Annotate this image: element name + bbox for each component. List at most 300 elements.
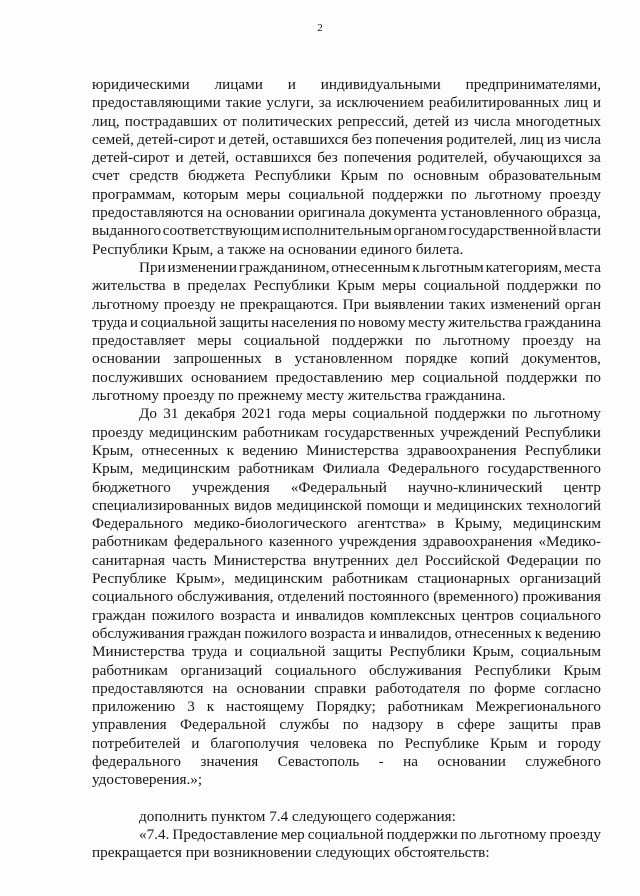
text-line — [92, 497, 601, 515]
word: поддержки — [434, 405, 506, 423]
word: предоставляются — [92, 204, 204, 222]
word: бюджета — [188, 167, 245, 185]
word: Предоставление — [172, 825, 278, 843]
text-line — [92, 350, 601, 368]
word: Российской — [424, 551, 500, 569]
word: предпринимателями, — [465, 76, 601, 93]
word: новому — [358, 313, 406, 331]
word: Федерации — [506, 551, 579, 569]
word: лиц — [564, 94, 588, 112]
word: граждан — [187, 624, 242, 642]
text-line — [92, 771, 601, 789]
word: политических — [241, 112, 333, 130]
word: обслуживания — [368, 661, 462, 679]
text-line — [92, 716, 601, 734]
word: к — [226, 441, 235, 459]
word: выявлении — [374, 295, 445, 313]
word: по — [342, 716, 359, 734]
word: защиты — [508, 716, 558, 734]
word: проезду — [163, 295, 216, 313]
word: Филиала — [322, 460, 380, 478]
word: семей, — [92, 130, 134, 148]
word: медицинским — [149, 423, 238, 441]
word: поддержки — [372, 185, 444, 203]
text-line — [92, 113, 601, 131]
word: таких — [448, 295, 486, 313]
word: месту — [408, 313, 446, 331]
word: 2021 — [241, 405, 272, 423]
word: При — [342, 295, 370, 313]
word: оставшихся — [235, 149, 312, 167]
word: населения — [271, 313, 338, 331]
paragraph — [92, 826, 601, 863]
word: родителей, — [446, 130, 517, 148]
word: пожилого — [244, 624, 307, 642]
word: социальным — [521, 643, 601, 661]
word: меры — [312, 405, 347, 423]
word: детей, — [189, 149, 230, 167]
word: Республике — [92, 570, 167, 588]
text-line — [92, 515, 601, 533]
word: социальной — [423, 277, 500, 295]
text-line — [92, 296, 601, 314]
word: исполнительным — [281, 222, 392, 240]
word: Республики — [254, 167, 331, 185]
word: форме — [494, 679, 536, 697]
word: лицами — [214, 76, 263, 93]
word: ведению — [545, 624, 601, 642]
word: проживания — [522, 588, 601, 606]
word: работникам — [332, 570, 408, 588]
word: ведению — [242, 441, 298, 459]
word: услуги, — [266, 94, 314, 112]
word: детей, — [229, 130, 270, 148]
text-line — [92, 314, 601, 332]
page-number: 2 — [317, 22, 323, 34]
word: социального — [275, 661, 357, 679]
word: и — [592, 94, 601, 112]
word: жительства — [92, 277, 166, 295]
text-line — [92, 533, 601, 551]
word: по — [460, 825, 477, 843]
word: родителей, — [417, 149, 488, 167]
word: копий — [470, 350, 509, 368]
word: к — [412, 258, 420, 276]
word: попечения — [375, 130, 444, 148]
word: служебного — [525, 752, 601, 770]
word: работникам — [242, 423, 319, 441]
text-line — [92, 844, 601, 862]
word: программам, — [92, 185, 176, 203]
word: Республики — [253, 277, 330, 295]
word: по — [450, 185, 467, 203]
word: за — [318, 94, 332, 112]
word: «Федеральный — [290, 478, 387, 496]
word: работникам — [238, 460, 315, 478]
word: защиты — [332, 643, 383, 661]
word: часть — [171, 551, 207, 569]
text-line — [92, 753, 601, 771]
word: дополнить пунктом 7.4 следующего содержания: — [139, 807, 456, 825]
word: порядке — [405, 350, 458, 368]
word: проезду — [522, 332, 574, 350]
word: льготному — [474, 185, 542, 203]
word: предоставляются — [92, 679, 204, 697]
word: социального — [519, 606, 601, 624]
word: Республике — [404, 734, 480, 752]
word: Министерства — [306, 441, 399, 459]
word: числа — [473, 112, 511, 130]
word: категориям, — [485, 258, 563, 276]
word: До — [139, 405, 157, 423]
word: по — [511, 405, 528, 423]
word: медицинских — [436, 496, 523, 514]
word: образца, — [546, 204, 601, 222]
word: детей — [413, 112, 450, 130]
word: оригинала — [298, 204, 366, 222]
word: Крым», — [175, 570, 225, 588]
word: Федерального — [387, 460, 480, 478]
word: инвалидов, — [379, 624, 452, 642]
word: не — [220, 295, 235, 313]
word: льготному — [92, 295, 160, 313]
word: Крым — [489, 734, 528, 752]
word: возраста — [220, 606, 276, 624]
word: на — [207, 204, 223, 222]
word: меры — [382, 277, 417, 295]
word: числа — [564, 130, 601, 148]
word: здравоохранения — [406, 441, 517, 459]
word: в — [274, 350, 282, 368]
word: надзору — [371, 716, 424, 734]
text-line — [92, 552, 601, 570]
word: к — [534, 624, 543, 642]
word: видов — [234, 496, 272, 514]
word: запрошенных — [173, 350, 262, 368]
word: поддержки — [331, 332, 403, 350]
word: (временного) — [433, 588, 519, 606]
text-line — [92, 808, 601, 826]
word: без — [317, 149, 338, 167]
word: по — [415, 332, 431, 350]
word: установленном — [294, 350, 393, 368]
word: Крым — [563, 661, 601, 679]
word: санитарная — [92, 551, 165, 569]
word: специализированных — [92, 496, 230, 514]
word: гражданина — [524, 313, 601, 331]
word: работникам — [92, 661, 168, 679]
word: изменений — [490, 295, 560, 313]
word: социальной — [243, 332, 320, 350]
text-line — [92, 826, 601, 844]
word: репрессий, — [337, 112, 409, 130]
word: технологий — [527, 496, 601, 514]
word: граждан — [92, 606, 146, 624]
word: «7.4. — [139, 825, 170, 843]
text-line — [92, 405, 601, 423]
word: документов, — [521, 350, 601, 368]
word: государственной — [448, 222, 557, 240]
word: государственных — [324, 423, 435, 441]
word: труда — [191, 643, 228, 661]
word: детей-сирот — [137, 130, 215, 148]
word: благополучия — [210, 734, 299, 752]
text-line — [92, 204, 601, 222]
word: и — [129, 313, 139, 331]
word: медицинским — [512, 515, 601, 533]
word: службы — [279, 716, 330, 734]
word: гражданином, — [238, 258, 330, 276]
word: льготному — [443, 332, 511, 350]
word: по — [585, 368, 601, 386]
word: льготному — [479, 825, 547, 843]
word: дел — [395, 551, 418, 569]
word: управления — [92, 716, 167, 734]
word: и — [423, 496, 432, 514]
text-line — [92, 588, 601, 606]
word: мер — [390, 368, 415, 386]
word: изменении — [167, 258, 238, 276]
word: обучающихся — [493, 149, 583, 167]
word: социальной — [352, 405, 429, 423]
word: государственного — [487, 460, 601, 478]
word: оставшихся — [272, 130, 349, 148]
paragraph — [92, 259, 601, 405]
word: Республики — [389, 643, 466, 661]
text-line — [92, 369, 601, 387]
word: прекращаются. — [239, 295, 338, 313]
word: человека — [309, 734, 368, 752]
word: центр — [563, 478, 601, 496]
word: основании — [437, 752, 506, 770]
word: отнесенных — [141, 441, 219, 459]
word: Республики — [524, 423, 601, 441]
text-line — [92, 662, 601, 680]
word: защиты — [219, 313, 269, 331]
word: которым — [183, 185, 239, 203]
word: и — [217, 130, 227, 148]
word: жительства — [448, 313, 522, 331]
text-line — [92, 479, 601, 497]
word: внутренних — [313, 551, 390, 569]
word: предоставляющими — [92, 94, 221, 112]
text-line — [92, 241, 601, 259]
word: При — [139, 258, 166, 276]
text-line — [92, 442, 601, 460]
word: реабилитированных — [428, 94, 560, 112]
word: учреждения — [191, 478, 270, 496]
word: социальной — [249, 643, 326, 661]
word: пожилого — [151, 606, 215, 624]
word: послуживших — [92, 368, 184, 386]
word: основным — [413, 167, 479, 185]
text-line — [92, 222, 601, 240]
word: Федерального — [92, 515, 184, 533]
word: центров — [461, 606, 514, 624]
text-line — [92, 131, 601, 149]
word: выданного — [92, 222, 162, 240]
text-line — [92, 387, 601, 405]
word: льготному проезду по прежнему месту жительства гражданина. — [92, 387, 506, 405]
word: и — [538, 734, 547, 752]
word: основании — [236, 679, 306, 697]
word: детей-сирот — [92, 149, 170, 167]
word: Крым, — [92, 460, 134, 478]
word: работодателя — [375, 679, 461, 697]
word: агентства» — [357, 515, 427, 533]
word: бюджетного — [92, 478, 171, 496]
text-line — [92, 424, 601, 442]
word: сфере — [457, 716, 496, 734]
word: проезду — [549, 825, 601, 843]
word: образовательным — [488, 167, 601, 185]
word: исключением — [336, 94, 424, 112]
word: из — [546, 130, 561, 148]
text-line — [92, 607, 601, 625]
text-line — [92, 460, 601, 478]
paragraph — [92, 405, 601, 789]
word: Межрегионального — [475, 698, 601, 716]
word: потребителей — [92, 734, 181, 752]
word: без — [351, 130, 373, 148]
word: социальной — [288, 185, 365, 203]
text-line — [92, 186, 601, 204]
word: медико-биологического — [193, 515, 347, 533]
word: орган — [564, 295, 601, 313]
word: документа — [368, 204, 437, 222]
word: инвалидов — [295, 606, 365, 624]
word: медицинским — [141, 460, 230, 478]
word: социальной — [422, 368, 499, 386]
word: по — [339, 313, 356, 331]
word: индивидуальными — [320, 76, 441, 93]
word: предоставлению — [275, 368, 383, 386]
word: и — [234, 643, 243, 661]
word: меры — [197, 332, 232, 350]
word: из — [454, 112, 469, 130]
text-line — [92, 680, 601, 698]
word: к — [206, 698, 215, 716]
word: настоящему — [226, 698, 305, 716]
word: меры — [246, 185, 281, 203]
word: Крым — [340, 167, 379, 185]
word: обслуживания, — [177, 588, 274, 606]
word: по — [585, 277, 601, 295]
word: проезду — [549, 185, 601, 203]
word: и — [368, 624, 377, 642]
word: такие — [225, 94, 262, 112]
word: медицинской — [276, 496, 362, 514]
word: попечения — [343, 149, 412, 167]
word: в — [437, 515, 445, 533]
word: возраста — [310, 624, 366, 642]
word: прав — [571, 716, 601, 734]
word: значения — [200, 752, 259, 770]
word: декабря — [184, 405, 236, 423]
word: от — [222, 112, 237, 130]
word: организаций — [180, 661, 263, 679]
word: льготному — [533, 405, 601, 423]
word: труда — [92, 313, 128, 331]
word: федерального — [173, 533, 263, 551]
word: основании — [92, 350, 161, 368]
word: приложению — [92, 698, 176, 716]
word: юридическими — [92, 76, 190, 93]
word: предоставляет — [92, 332, 186, 350]
word: социальной — [140, 313, 217, 331]
word: научно-клинический — [407, 478, 543, 496]
word: и — [281, 606, 290, 624]
word: Республики — [474, 661, 551, 679]
word: организаций — [519, 570, 601, 588]
word: средств — [129, 167, 179, 185]
word: по — [387, 167, 404, 185]
word: на — [586, 332, 601, 350]
word: постоянного — [348, 588, 430, 606]
word: 31 — [163, 405, 179, 423]
word: отделений — [277, 588, 345, 606]
word: пострадавших — [124, 112, 218, 130]
word: по — [377, 734, 394, 752]
text-line — [92, 643, 601, 661]
word: отнесенных — [454, 624, 532, 642]
word: справки — [314, 679, 367, 697]
word: лиц, — [92, 112, 120, 130]
word: социальной — [307, 825, 384, 843]
text-line — [92, 332, 601, 350]
word: органом — [393, 222, 447, 240]
word: городу — [557, 734, 601, 752]
text-line — [92, 149, 601, 167]
word: по — [585, 551, 601, 569]
word: Крыму, — [454, 515, 503, 533]
word: соответствующим — [162, 222, 281, 240]
word: работникам — [387, 698, 464, 716]
word: социального — [92, 588, 174, 606]
word: поддержки — [506, 277, 578, 295]
paragraph — [92, 808, 601, 826]
word: здравоохранения — [422, 533, 533, 551]
word: многодетных — [515, 112, 601, 130]
word: в — [436, 716, 444, 734]
word: Порядку; — [316, 698, 376, 716]
word: прекращается при возникновении следующих обстоятельств: — [92, 844, 490, 862]
word: по — [469, 679, 486, 697]
text-line — [92, 76, 601, 94]
word: и — [175, 149, 184, 167]
word: Федеральной — [180, 716, 266, 734]
word: льготным — [421, 258, 484, 276]
word: установленного — [440, 204, 543, 222]
word: пределах — [187, 277, 247, 295]
word: комплексных — [370, 606, 456, 624]
word: лиц — [519, 130, 544, 148]
word: учреждений — [440, 423, 520, 441]
word: на — [212, 679, 228, 697]
word: и — [287, 76, 296, 93]
word: стационарных — [417, 570, 510, 588]
word: Республики Крым, а также на основании единого билета. — [92, 240, 464, 258]
word: и — [191, 734, 200, 752]
text-line — [92, 698, 601, 716]
text-line — [92, 277, 601, 295]
text-line — [92, 625, 601, 643]
word: - — [378, 752, 384, 770]
text-line — [92, 94, 601, 112]
word: казенного — [268, 533, 333, 551]
word: власти — [558, 222, 601, 240]
word: Севастополь — [277, 752, 360, 770]
